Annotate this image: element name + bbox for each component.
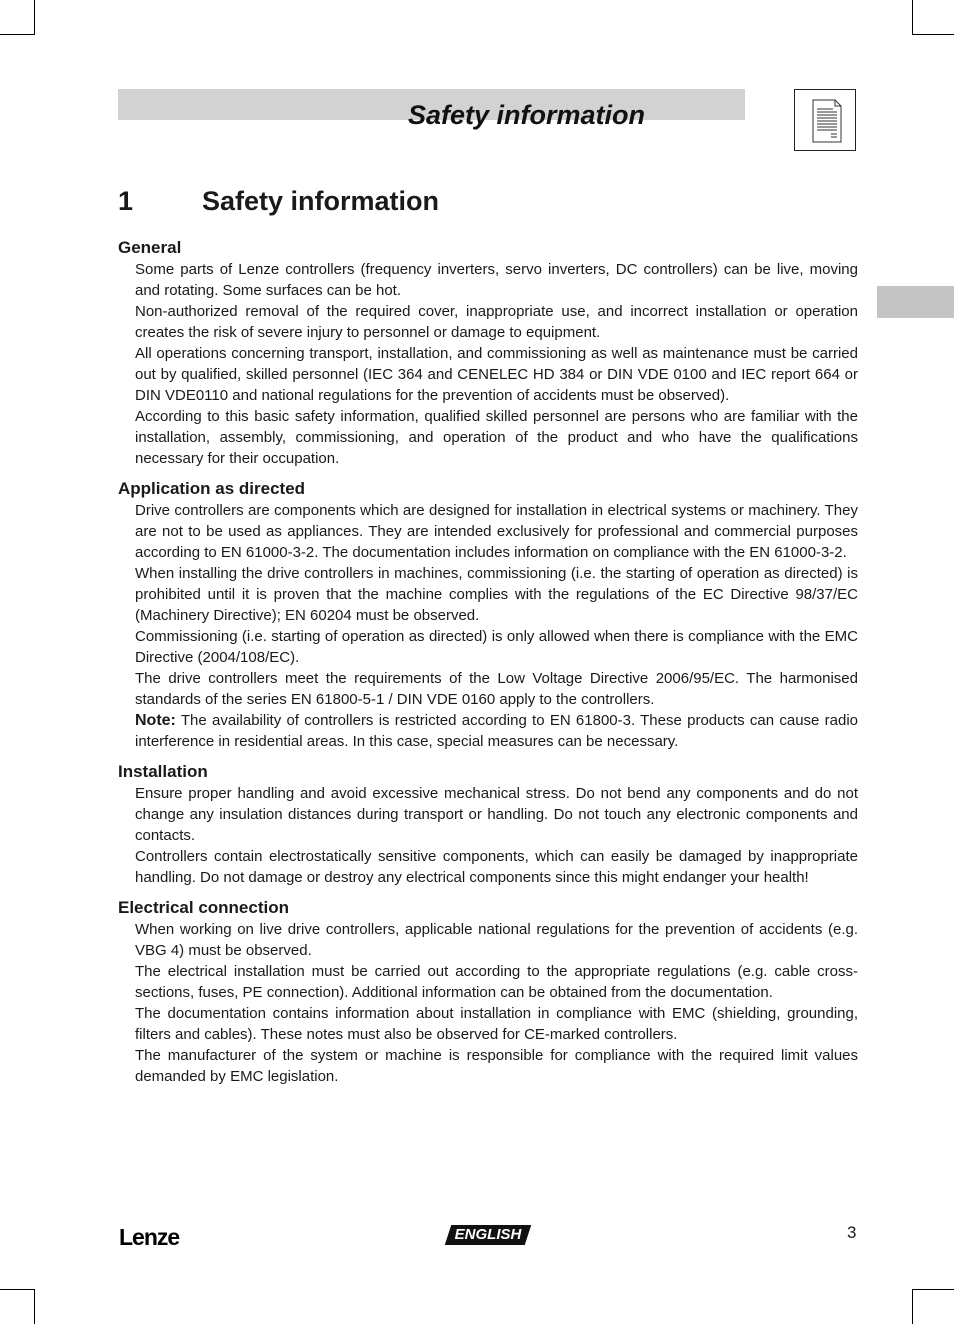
paragraph: Some parts of Lenze controllers (frequency inverters, servo inverters, DC controllers) can be live, moving and rotating. Some surfaces can be hot. xyxy=(135,261,858,299)
crop-mark xyxy=(34,0,35,35)
paragraph: When installing the drive controllers in machines, commissioning (i.e. the starting of operation as directed) is prohibited until it is proven that the machine complies with the regulations of the EC Directive 98/37/EC (Machinery Directive); EN 60204 must be observed. xyxy=(135,565,858,624)
paragraph: Drive controllers are components which are designed for installation in electrical systems or machinery. They are not to be used as appliances. They are intended exclusively for professional and commercial purposes according to EN 61000-3-2. The documentation includes information on compliance with the EN 61000-3-2. xyxy=(135,502,858,561)
crop-mark xyxy=(0,34,35,35)
crop-mark xyxy=(912,1289,954,1290)
paragraph: The manufacturer of the system or machine is responsible for compliance with the required limit values demanded by EMC legislation. xyxy=(135,1047,858,1085)
page-number: 3 xyxy=(847,1223,857,1242)
crop-mark xyxy=(912,1289,913,1324)
section-heading: Electrical connection xyxy=(118,898,289,917)
side-tab xyxy=(877,286,954,318)
section-heading: Application as directed xyxy=(118,479,306,498)
language-badge xyxy=(448,1225,528,1245)
paragraph: All operations concerning transport, installation, and commissioning as well as maintenance must be carried out by qualified, skilled personnel (IEC 364 and CENELEC HD 384 or DIN VDE 0100 and IEC report 664 or DIN VDE0110 and national regulations for the prevention of accidents must be observed). xyxy=(135,345,858,404)
paragraph: Commissioning (i.e. starting of operation as directed) is only allowed when there is compliance with the EMC Directive (2004/108/EC). xyxy=(135,628,858,666)
paragraph: The drive controllers meet the requirements of the Low Voltage Directive 2006/95/EC. The harmonised standards of the series EN 61800-5-1 / DIN VDE 0160 apply to the controllers. xyxy=(135,670,858,708)
paragraph: Controllers contain electrostatically sensitive components, which can easily be damaged by inappropriate handling. Do not damage or destroy any electrical components since this might endanger your health! xyxy=(135,848,858,886)
header-title: Safety information xyxy=(408,100,646,130)
paragraph: Ensure proper handling and avoid excessive mechanical stress. Do not bend any components and do not change any insulation distances during transport or handling. Do not touch any electronic components and contacts. xyxy=(135,785,858,844)
section-electrical xyxy=(118,897,858,1087)
section-heading: Installation xyxy=(118,762,208,781)
paragraph: When working on live drive controllers, applicable national regulations for the prevention of accidents (e.g. VBG 4) must be observed. xyxy=(135,921,858,959)
paragraph: Non-authorized removal of the required cover, inappropriate use, and incorrect installation or operation creates the risk of severe injury to personnel or damage to equipment. xyxy=(135,303,858,341)
crop-mark xyxy=(0,1289,35,1290)
section-heading: General xyxy=(118,238,182,257)
note-label: Note: xyxy=(135,712,176,729)
paragraph: According to this basic safety information, qualified skilled personnel are persons who are familiar with the installation, assembly, commissioning, and operation of the product and who have the qualifications necessary for their occupation. xyxy=(135,408,858,467)
chapter-title: Safety information xyxy=(202,186,440,216)
crop-mark xyxy=(912,0,913,35)
main-content xyxy=(118,237,858,1087)
crop-mark xyxy=(34,1289,35,1324)
paragraph: The electrical installation must be carried out according to the appropriate regulations (e.g. cable cross-sections, fuses, PE connection). Additional information can be obtained from the documentation. xyxy=(135,963,858,1001)
chapter-number: 1 xyxy=(118,186,134,216)
crop-mark xyxy=(912,34,954,35)
lenze-logo: Lenze xyxy=(119,1224,180,1250)
language-label: ENGLISH xyxy=(454,1226,522,1243)
note-paragraph xyxy=(135,710,858,752)
paragraph: The documentation contains information about installation in compliance with EMC (shielding, grounding, filters and cables). These notes must also be observed for CE-marked controllers. xyxy=(135,1005,858,1043)
note-text: The availability of controllers is restricted according to EN 61800-3. These products can cause radio interference in residential areas. In this case, special measures can be necessary. xyxy=(135,712,858,750)
section-application xyxy=(118,478,858,752)
document-icon xyxy=(794,89,856,151)
section-general xyxy=(118,237,858,469)
section-installation xyxy=(118,761,858,888)
